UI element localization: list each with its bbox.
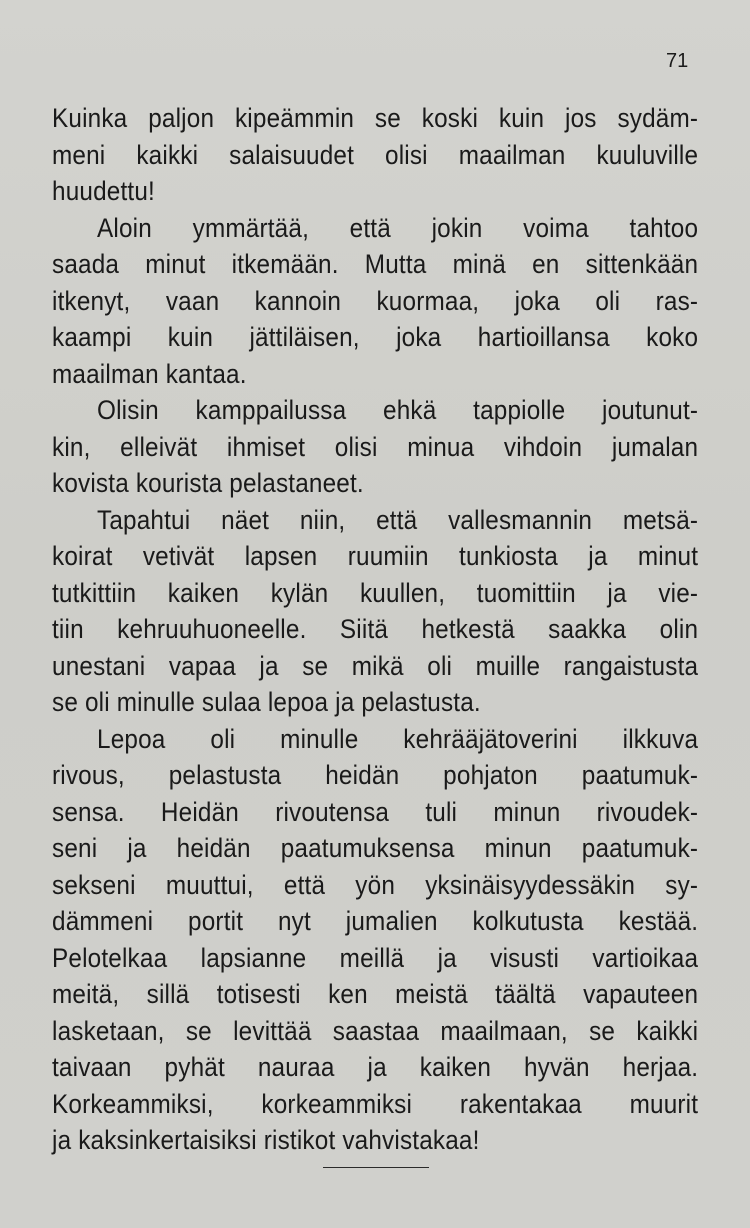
- text-line: tutkittiin kaiken kylän kuullen, tuomittiin ja vie-: [52, 577, 699, 608]
- section-end-rule: [323, 1167, 429, 1168]
- text-line: Olisin kamppailussa ehkä tappiolle joutunut-: [97, 395, 699, 425]
- text-line: seni ja heidän paatumuksensa minun paatumuk-: [52, 833, 699, 863]
- text-line: se oli minulle sulaa lepoa ja pelastusta.: [52, 687, 481, 717]
- text-line: Korkeammiksi, korkeammiksi rakentakaa muurit: [52, 1088, 699, 1119]
- text-line: Tapahtui näet niin, että vallesmannin metsä-: [97, 504, 699, 535]
- text-line: meitä, sillä totisesti ken meistä täältä vapauteen: [52, 979, 699, 1009]
- text-line: Lepoa oli minulle kehrääjätoverini ilkkuva: [97, 723, 699, 754]
- text-line: dämmeni portit nyt jumalien kolkutusta kestää.: [52, 906, 699, 936]
- text-line: Aloin ymmärtää, että jokin voima tahtoo: [97, 212, 699, 243]
- text-line: huudettu!: [52, 176, 155, 206]
- text-line: kovista kourista pelastaneet.: [52, 468, 364, 498]
- body-text: [52, 100, 698, 1159]
- text-line: saada minut itkemään. Mutta minä en sittenkään: [52, 249, 699, 279]
- text-line: taivaan pyhät nauraa ja kaiken hyvän herjaa.: [52, 1052, 699, 1082]
- text-line: sensa. Heidän rivoutensa tuli minun rivoudek-: [52, 796, 699, 827]
- text-line: rivous, pelastusta heidän pohjaton paatumuk-: [52, 760, 699, 790]
- text-line: meni kaikki salaisuudet olisi maailman kuuluville: [52, 139, 699, 170]
- page-number: 71: [666, 50, 689, 72]
- text-line: Pelotelkaa lapsianne meillä ja visusti vartioikaa: [52, 942, 699, 973]
- text-line: unestani vapaa ja se mikä oli muille rangaistusta: [52, 650, 699, 681]
- text-line: Kuinka paljon kipeämmin se koski kuin jos sydäm-: [52, 103, 699, 133]
- text-line: koirat vetivät lapsen ruumiin tunkiosta ja minut: [52, 541, 699, 571]
- text-line: maailman kantaa.: [52, 358, 247, 389]
- text-line: itkenyt, vaan kannoin kuormaa, joka oli ras-: [52, 285, 699, 316]
- text-line: kaampi kuin jättiläisen, joka hartioillansa koko: [52, 322, 699, 352]
- text-line: kin, elleivät ihmiset olisi minua vihdoin jumalan: [52, 431, 699, 462]
- text-line: tiin kehruuhuoneelle. Siitä hetkestä saakka olin: [52, 614, 699, 644]
- text-line: sekseni muuttui, että yön yksinäisyydessäkin sy-: [52, 869, 699, 900]
- text-line: lasketaan, se levittää saastaa maailmaan, se kaikki: [52, 1015, 699, 1046]
- text-line: ja kaksinkertaisiksi ristikot vahvistakaa!: [52, 1125, 480, 1155]
